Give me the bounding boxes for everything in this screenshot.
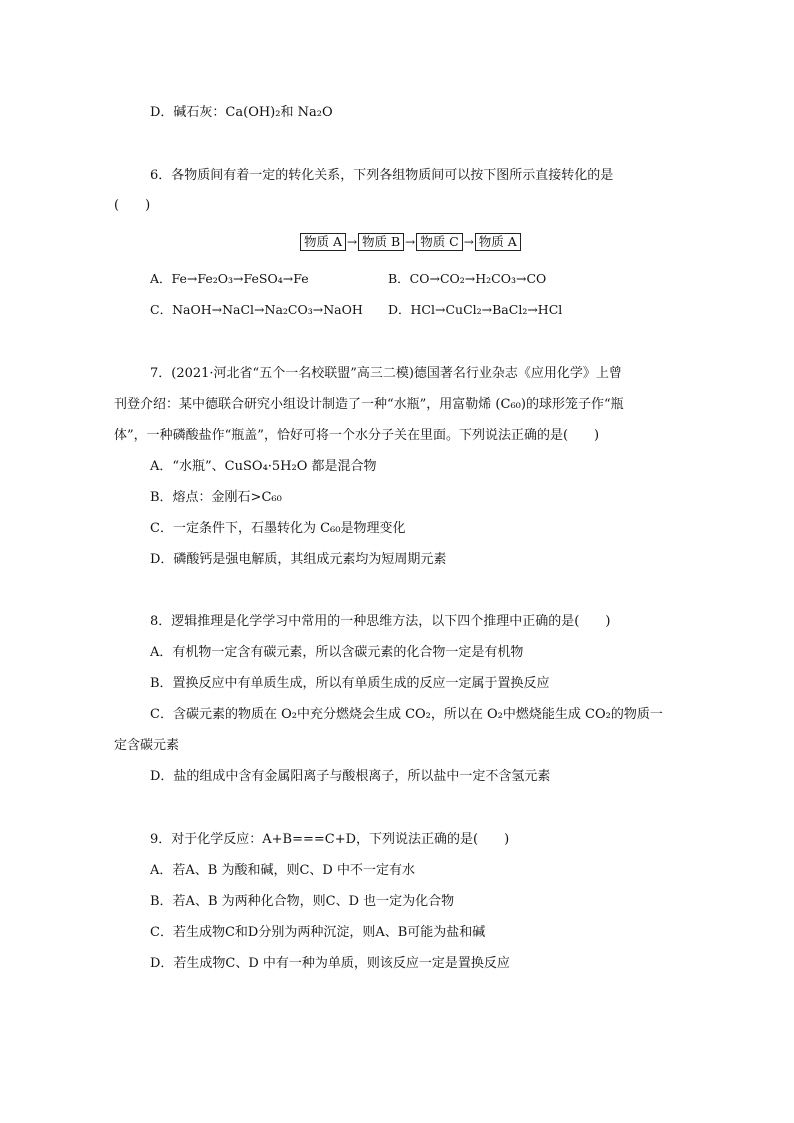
q9-option-a: A．若A、B 为酸和碱，则C、D 中不一定有水 [150, 863, 415, 878]
q7-option-b: B．熔点：金刚石>C₆₀ [150, 490, 282, 505]
q8-option-d: D．盐的组成中含有金属阳离子与酸根离子，所以盐中一定不含氢元素 [150, 769, 551, 784]
diagram-arrow-2: → [405, 235, 416, 249]
q8-stem-line1: 8．逻辑推理是化学学习中常用的一种思维方法，以下四个推理中正确的是( ) [150, 614, 611, 629]
q6-option-c: C．NaOH→NaCl→Na₂CO₃→NaOH [150, 302, 363, 317]
q8-option-c-line1: C．含碳元素的物质在 O₂中充分燃烧会生成 CO₂，所以在 O₂中燃烧能生成 CO₂的物质一 [150, 707, 663, 722]
q7-stem-line1: 7．(2021·河北省“五个一名校联盟”高三二模)德国著名行业杂志《应用化学》上曾 [150, 366, 622, 381]
q7-option-a: A．“水瓶”、CuSO₄·5H₂O 都是混合物 [150, 459, 377, 474]
q7-option-d: D．磷酸钙是强电解质，其组成元素均为短周期元素 [150, 552, 447, 567]
diagram-box-2: 物质 B [358, 233, 404, 251]
diagram-box-1: 物质 A [300, 233, 346, 251]
diagram-box-3: 物质 C [416, 233, 463, 251]
q6-stem-line2: ( ) [114, 198, 151, 213]
q5-option-d: D．碱石灰：Ca(OH)₂和 Na₂O [150, 105, 333, 120]
q8-option-b: B．置换反应中有单质生成，所以有单质生成的反应一定属于置换反应 [150, 676, 550, 691]
q7-option-c: C．一定条件下，石墨转化为 C₆₀是物理变化 [150, 521, 406, 536]
q9-option-b: B．若A、B 为两种化合物，则C、D 也一定为化合物 [150, 894, 455, 909]
q7-stem-line2: 刊登介绍：某中德联合研究小组设计制造了一种“水瓶”，用富勒烯 (C₆₀)的球形笼子作“瓶 [114, 397, 624, 412]
q8-option-c-line2: 定含碳元素 [114, 738, 180, 753]
q9-option-c: C．若生成物C和D分别为两种沉淀，则A、B可能为盐和碱 [150, 925, 486, 940]
q6-conversion-diagram [300, 232, 521, 252]
q8-option-a: A．有机物一定含有碳元素，所以含碳元素的化合物一定是有机物 [150, 645, 524, 660]
q9-option-d: D．若生成物C、D 中有一种为单质，则该反应一定是置换反应 [150, 956, 510, 971]
q6-option-d: D．HCl→CuCl₂→BaCl₂→HCl [388, 302, 563, 317]
q9-stem-line1: 9．对于化学反应：A+B===C+D，下列说法正确的是( ) [150, 832, 510, 847]
diagram-arrow-3: → [463, 235, 474, 249]
diagram-arrow-1: → [346, 235, 358, 249]
q6-option-b: B．CO→CO₂→H₂CO₃→CO [388, 271, 547, 286]
q6-stem-line1: 6．各物质间有着一定的转化关系，下列各组物质间可以按下图所示直接转化的是 [150, 168, 614, 183]
q6-option-a: A．Fe→Fe₂O₃→FeSO₄→Fe [150, 271, 309, 286]
diagram-box-4: 物质 A [475, 233, 521, 251]
q7-stem-line3: 体”，一种磷酸盐作“瓶盖”，恰好可将一个水分子关在里面。下列说法正确的是( ) [114, 428, 600, 443]
